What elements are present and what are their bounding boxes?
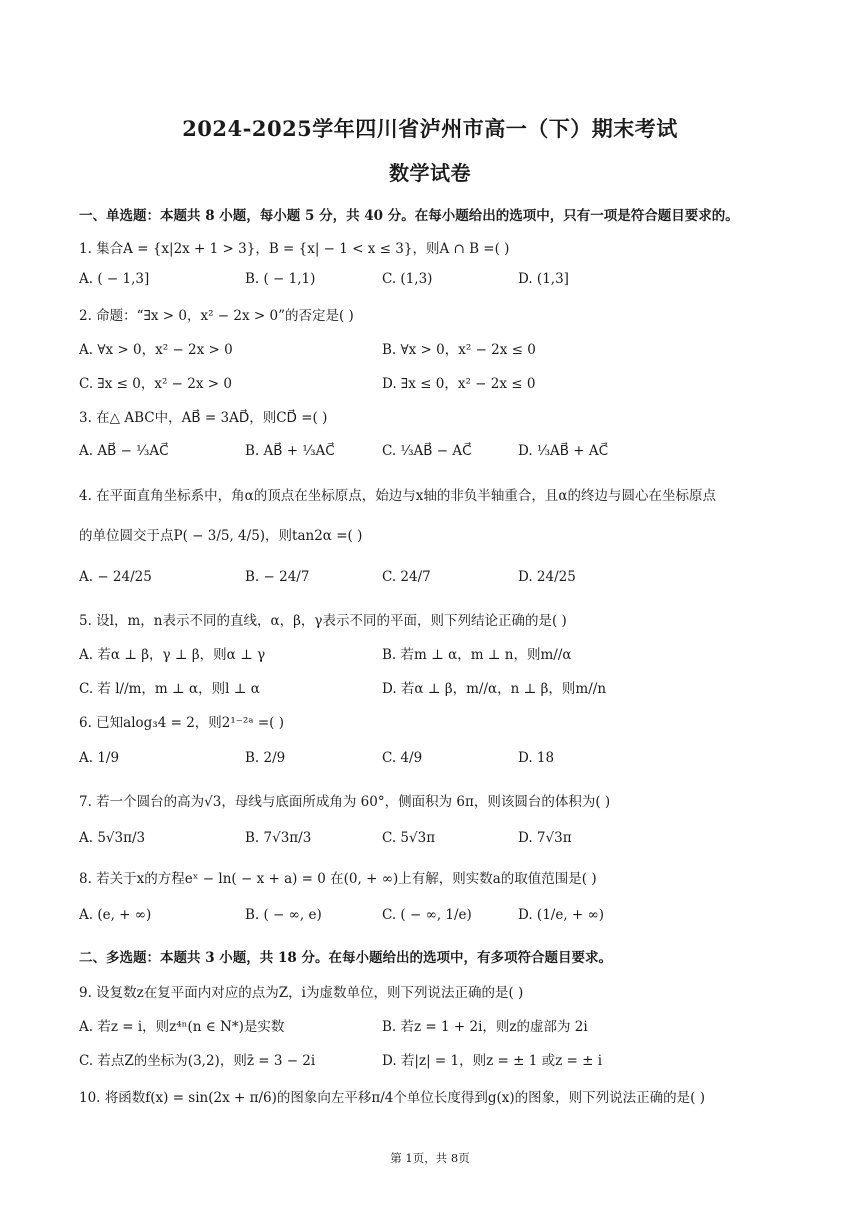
question-3-option-d: D. ¹⁄₃AB⃗ + AC⃗ [518, 443, 609, 459]
question-8-option-c: C. ( − ∞, 1/e) [382, 907, 472, 923]
question-9-stem: 9. 设复数z在复平面内对应的点为Z，i为虚数单位，则下列说法正确的是( ) [79, 985, 524, 1001]
question-1-stem: 1. 集合A = {x|2x + 1 > 3}，B = {x| − 1 < x ≤ 3}，则A ∩ B =( ) [79, 241, 510, 257]
question-4-stem-line-2: 的单位圆交于点P( − 3/5, 4/5)，则tan2α =( ) [79, 528, 363, 544]
question-7-stem: 7. 若一个圆台的高为√3，母线与底面所成角为 60°，侧面积为 6π，则该圆台的体积为( ) [79, 794, 611, 810]
question-6-option-d: D. 18 [518, 750, 555, 766]
section-single-choice-heading: 一、单选题：本题共 8 小题，每小题 5 分，共 40 分。在每小题给出的选项中，只有一项是符合题目要求的。 [79, 208, 739, 224]
section-multiple-choice-heading: 二、多选题：本题共 3 小题，共 18 分。在每小题给出的选项中，有多项符合题目要求。 [79, 950, 612, 966]
question-4-option-c: C. 24/7 [382, 569, 431, 585]
question-3-option-c: C. ¹⁄₃AB⃗ − AC⃗ [382, 443, 472, 459]
question-10-stem: 10. 将函数f(x) = sin(2x + π/6)的图象向左平移π/4个单位长度得到g(x)的图象，则下列说法正确的是( ) [79, 1090, 706, 1106]
question-5-option-a: A. 若α ⊥ β，γ ⊥ β，则α ⊥ γ [79, 647, 266, 663]
question-8-option-a: A. (e, + ∞) [79, 907, 152, 923]
question-5-option-c: C. 若 l//m，m ⊥ α，则l ⊥ α [79, 681, 260, 697]
question-9-option-c: C. 若点Z的坐标为(3,2)，则z̄ = 3 − 2i [79, 1053, 316, 1069]
question-3-stem: 3. 在△ ABC中，AB⃗ = 3AD⃗，则CD⃗ =( ) [79, 410, 328, 426]
question-8-option-d: D. (1/e, + ∞) [518, 907, 605, 923]
question-2-option-c: C. ∃x ≤ 0，x² − 2x > 0 [79, 376, 232, 392]
question-5-option-b: B. 若m ⊥ α，m ⊥ n，则m//α [382, 647, 572, 663]
question-6-option-b: B. 2/9 [245, 750, 286, 766]
question-6-option-c: C. 4/9 [382, 750, 423, 766]
question-4-option-a: A. − 24/25 [79, 569, 152, 585]
question-2-option-b: B. ∀x > 0，x² − 2x ≤ 0 [382, 342, 536, 358]
question-4-stem-line-1: 4. 在平面直角坐标系中，角α的顶点在坐标原点，始边与x轴的非负半轴重合，且α的终边与圆心在坐标原点 [79, 488, 717, 504]
question-7-option-d: D. 7√3π [518, 830, 572, 846]
question-9-option-a: A. 若z = i，则z⁴ⁿ(n ∈ N*)是实数 [79, 1019, 285, 1035]
question-3-option-b: B. AB⃗ + ¹⁄₃AC⃗ [245, 443, 335, 459]
question-9-option-b: B. 若z = 1 + 2i，则z的虚部为 2i [382, 1019, 588, 1035]
question-5-stem: 5. 设l，m，n表示不同的直线，α，β，γ表示不同的平面，则下列结论正确的是( ) [79, 613, 567, 629]
question-1-option-b: B. ( − 1,1) [245, 271, 316, 287]
question-7-option-a: A. 5√3π/3 [79, 830, 146, 846]
question-8-option-b: B. ( − ∞, e) [245, 907, 322, 923]
question-3-option-a: A. AB⃗ − ¹⁄₃AC⃗ [79, 443, 169, 459]
question-2-option-d: D. ∃x ≤ 0，x² − 2x ≤ 0 [382, 376, 536, 392]
question-4-option-d: D. 24/25 [518, 569, 576, 585]
question-2-option-a: A. ∀x > 0，x² − 2x > 0 [79, 342, 233, 358]
question-2-stem: 2. 命题：“∃x > 0，x² − 2x > 0”的否定是( ) [79, 308, 354, 324]
question-9-option-d: D. 若|z| = 1，则z = ± 1 或z = ± i [382, 1053, 603, 1069]
question-1-option-a: A. ( − 1,3] [79, 271, 150, 287]
question-1-option-d: D. (1,3] [518, 271, 569, 287]
question-6-stem: 6. 已知alog₃4 = 2，则2¹⁻²ᵃ =( ) [79, 715, 284, 731]
question-1-option-c: C. (1,3) [382, 271, 433, 287]
question-6-option-a: A. 1/9 [79, 750, 120, 766]
question-8-stem: 8. 若关于x的方程eˣ − ln( − x + a) = 0 在(0, + ∞)上有解，则实数a的取值范围是( ) [79, 871, 597, 887]
question-4-option-b: B. − 24/7 [245, 569, 310, 585]
exam-title: 2024-2025学年四川省泸州市高一（下）期末考试 [182, 116, 678, 141]
question-5-option-d: D. 若α ⊥ β，m//α，n ⊥ β，则m//n [382, 681, 607, 697]
question-7-option-b: B. 7√3π/3 [245, 830, 312, 846]
exam-subtitle: 数学试卷 [389, 161, 471, 185]
page-footer: 第 1页，共 8页 [390, 1151, 470, 1165]
question-7-option-c: C. 5√3π [382, 830, 436, 846]
